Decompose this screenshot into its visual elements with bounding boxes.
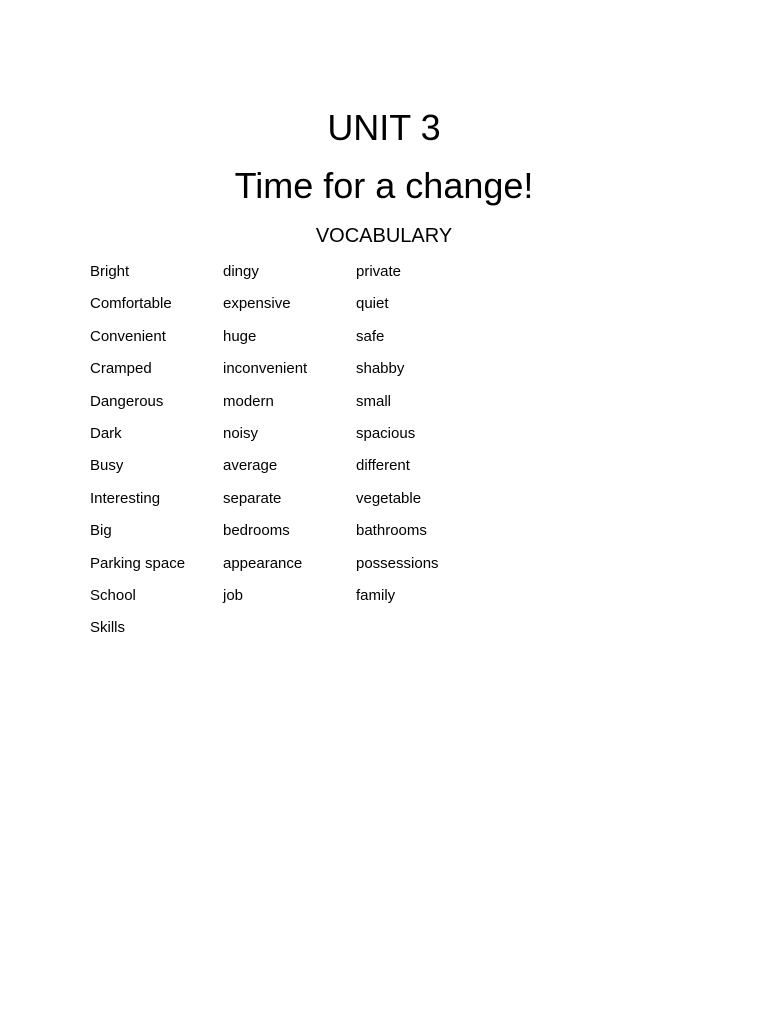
vocabulary-word: Parking space <box>90 554 186 572</box>
vocabulary-word: bathrooms <box>356 522 427 540</box>
vocabulary-word: safe <box>356 327 385 345</box>
vocabulary-word: quiet <box>356 295 389 313</box>
vocabulary-word: bedrooms <box>223 522 290 540</box>
vocabulary-word: small <box>356 392 392 410</box>
vocabulary-word: family <box>356 586 396 604</box>
vocabulary-word: vegetable <box>356 489 422 507</box>
vocabulary-row <box>90 554 489 586</box>
vocabulary-word: spacious <box>356 424 416 442</box>
vocabulary-word: shabby <box>356 360 405 378</box>
vocabulary-word: different <box>356 457 410 475</box>
vocabulary-word: expensive <box>223 295 291 313</box>
vocabulary-word <box>223 618 356 650</box>
vocabulary-word: Busy <box>90 457 124 475</box>
vocabulary-word: modern <box>223 392 274 410</box>
vocabulary-word: appearance <box>223 554 303 572</box>
vocabulary-word: Dangerous <box>90 392 164 410</box>
vocabulary-table <box>90 262 489 651</box>
vocabulary-word: Bright <box>90 263 130 280</box>
vocabulary-word: Comfortable <box>90 295 172 313</box>
vocabulary-word: huge <box>223 327 257 345</box>
vocabulary-word: Big <box>90 522 112 540</box>
vocabulary-word: average <box>223 457 278 475</box>
vocabulary-row <box>90 294 489 326</box>
vocabulary-word: dingy <box>223 263 259 280</box>
vocabulary-row <box>90 392 489 424</box>
page-title: Time for a change! <box>234 165 534 206</box>
section-heading: VOCABULARY <box>315 225 453 247</box>
vocabulary-word: noisy <box>223 424 259 442</box>
vocabulary-word: Cramped <box>90 360 152 378</box>
vocabulary-word: Interesting <box>90 489 161 507</box>
vocabulary-row <box>90 489 489 521</box>
vocabulary-word: Dark <box>90 424 122 442</box>
vocabulary-word: private <box>356 263 402 280</box>
vocabulary-word: job <box>223 586 244 604</box>
vocabulary-row <box>90 359 489 391</box>
vocabulary-row <box>90 327 489 359</box>
vocabulary-row <box>90 618 489 650</box>
vocabulary-row <box>90 586 489 618</box>
vocabulary-word: separate <box>223 489 282 507</box>
unit-heading: UNIT 3 <box>327 107 441 148</box>
vocabulary-word: Skills <box>90 619 126 637</box>
vocabulary-word: possessions <box>356 554 439 572</box>
vocabulary-row <box>90 521 489 553</box>
vocabulary-row <box>90 456 489 488</box>
vocabulary-row <box>90 424 489 456</box>
vocabulary-word: Convenient <box>90 327 166 345</box>
vocabulary-word: School <box>90 586 136 604</box>
vocabulary-word: inconvenient <box>223 360 308 378</box>
vocabulary-table-body <box>90 262 489 651</box>
vocabulary-row <box>90 262 489 294</box>
vocabulary-word <box>356 618 489 650</box>
